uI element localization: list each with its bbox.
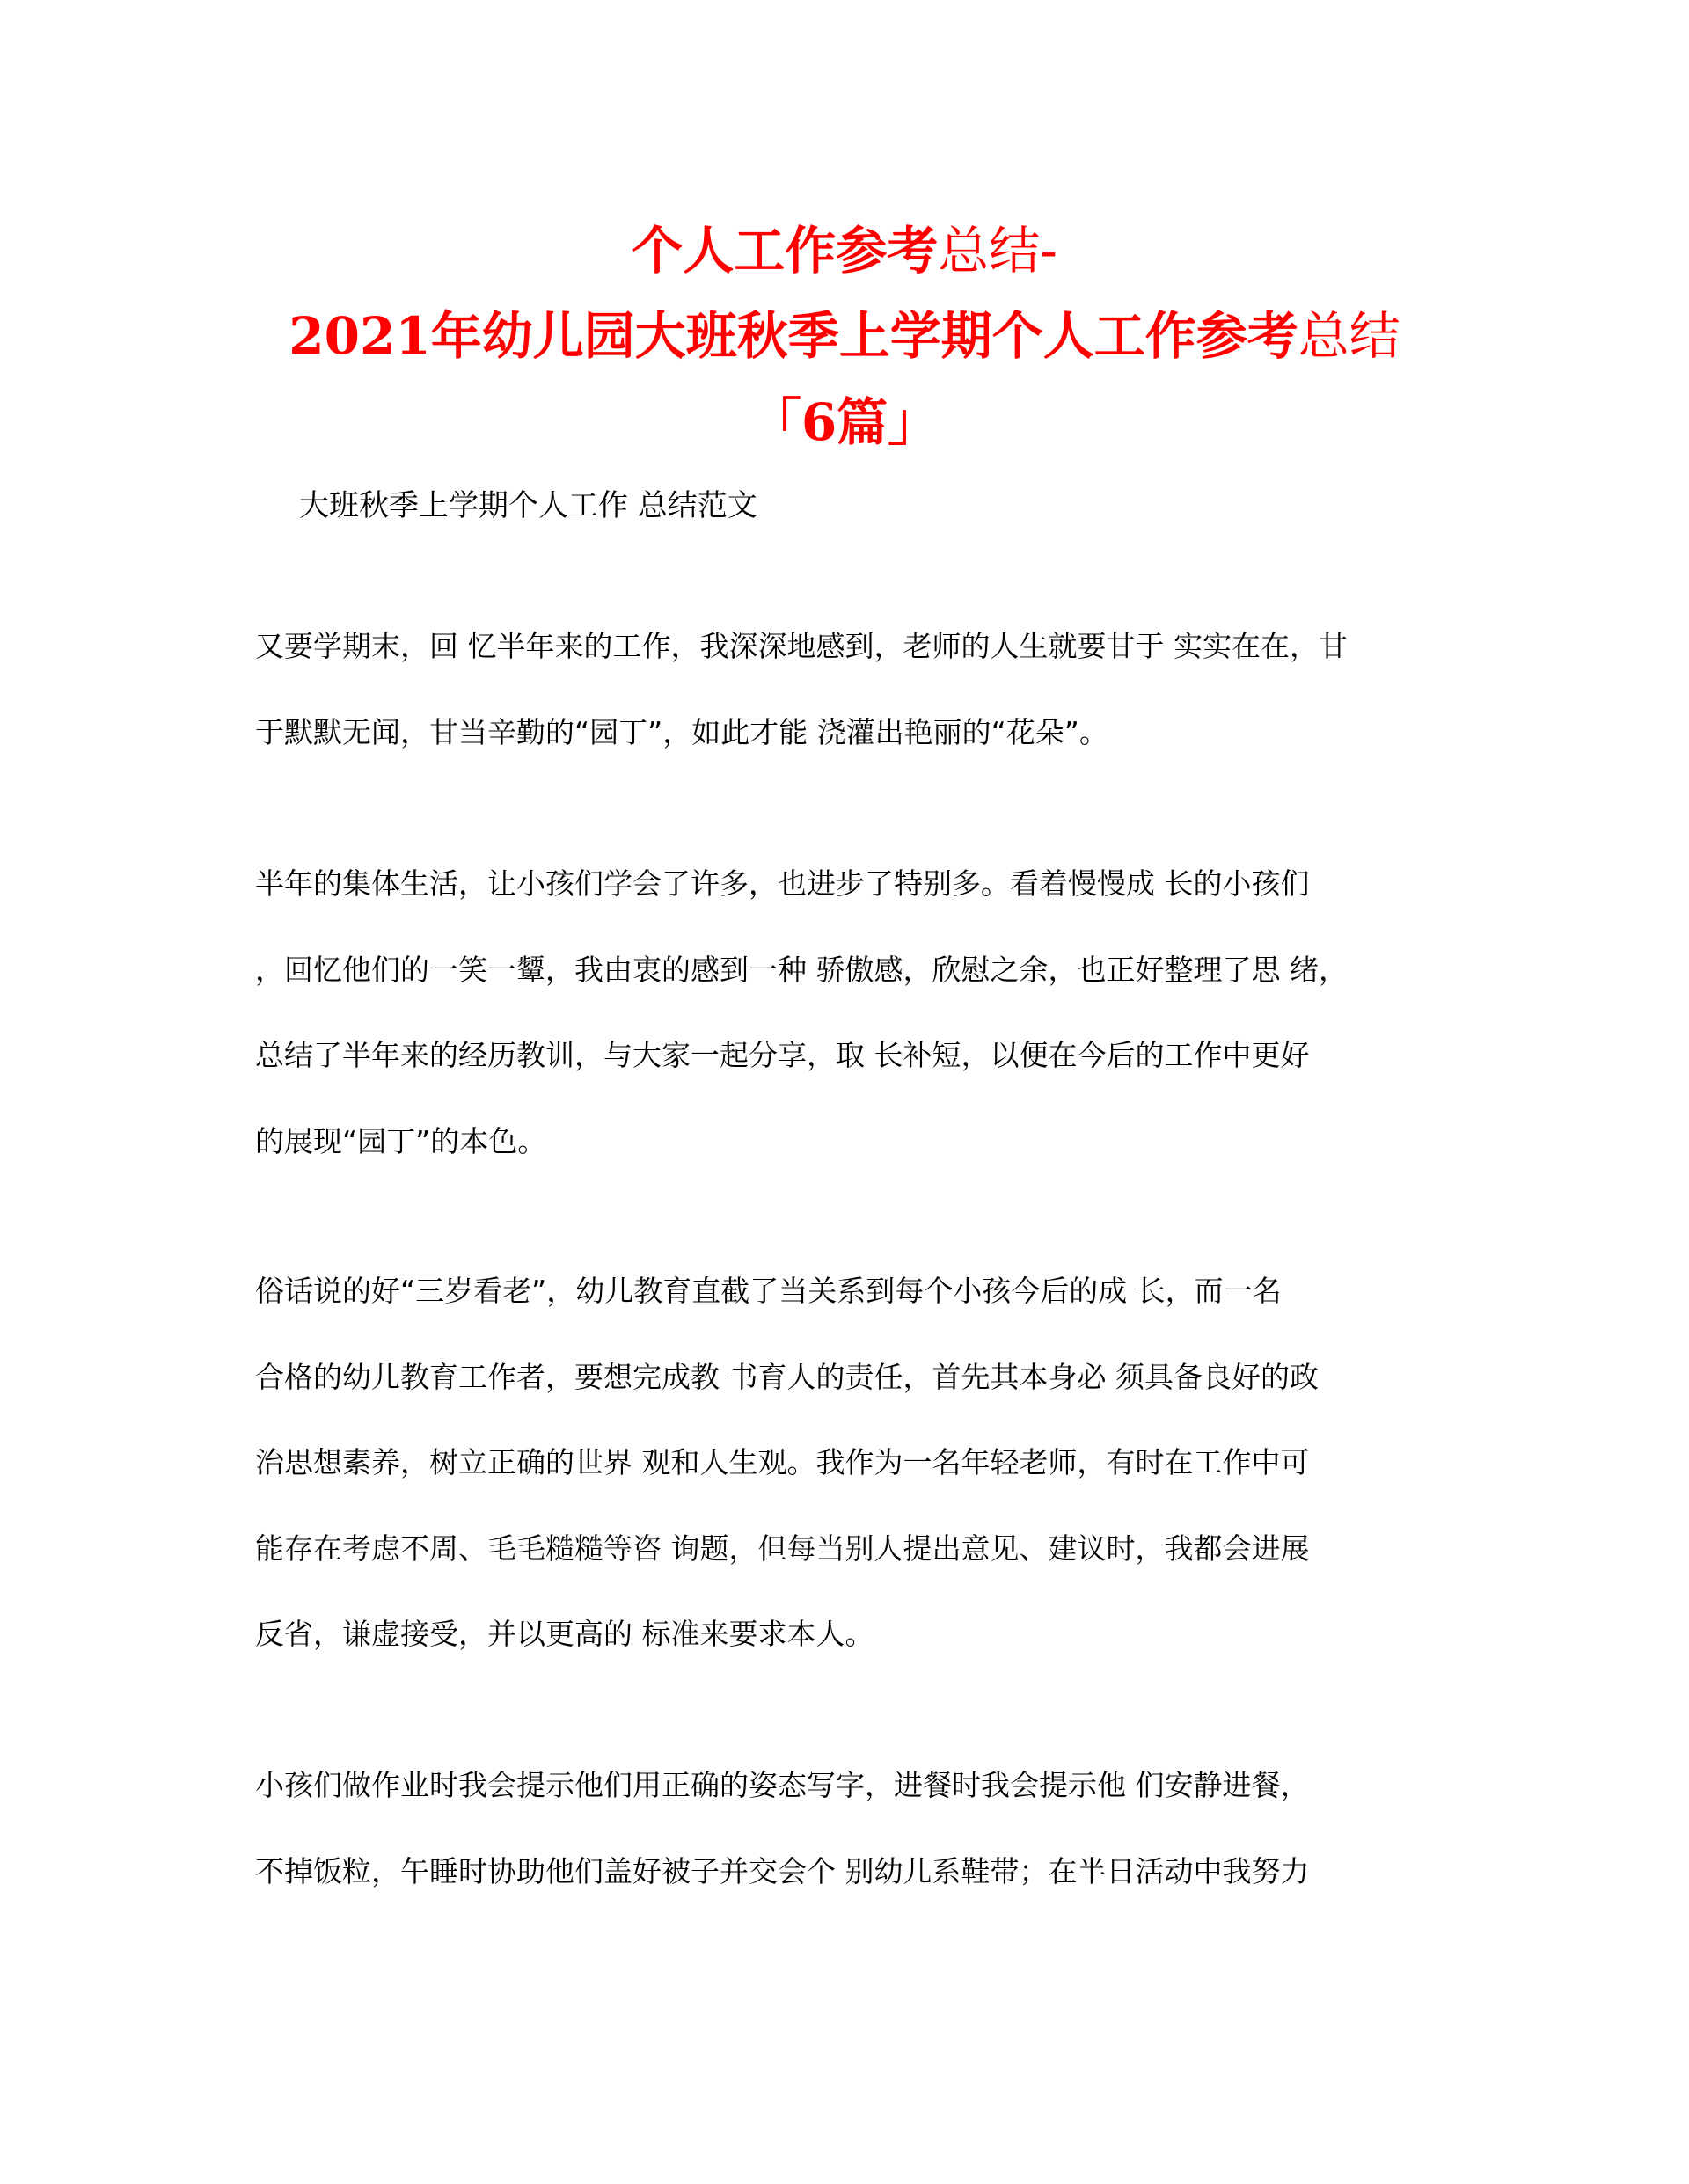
document-title-line-2 bbox=[211, 296, 1478, 376]
title-line-1-bold: 个人工作参考 bbox=[632, 221, 939, 281]
title-line-1-thin: 总结- bbox=[938, 221, 1057, 281]
paragraph-3-line-3: 治思想素养，树立正确的世界 观和人生观。我作为一名年轻老师，有时在工作中可 bbox=[255, 1445, 1310, 1479]
document-title-line-3: 「6篇」 bbox=[749, 392, 940, 452]
document-title-line-1 bbox=[211, 211, 1478, 290]
paragraph-2-line-4: 的展现“园丁”的本色。 bbox=[255, 1124, 547, 1158]
paragraph-3-line-4: 能存在考虑不周、毛毛糙糙等咨 询题，但每当别人提出意见、建议时，我都会进展 bbox=[255, 1531, 1310, 1566]
paragraph-1-line-1: 又要学期末，回 忆半年来的工作，我深深地感到，老师的人生就要甘于 实实在在，甘 bbox=[255, 629, 1348, 663]
paragraph-2-line-3: 总结了半年来的经历教训，与大家一起分享，取 长补短，以便在今后的工作中更好 bbox=[255, 1038, 1310, 1072]
title-line-2-thin: 总结 bbox=[1298, 306, 1400, 366]
paragraph-2-line-2: ，回忆他们的一笑一颦，我由衷的感到一种 骄傲感，欣慰之余，也正好整理了思 绪， bbox=[255, 953, 1348, 987]
document-subtitle: 大班秋季上学期个人工作 总结范文 bbox=[299, 488, 757, 523]
paragraph-4-line-2: 不掉饭粒，午睡时协助他们盖好被子并交会个 别幼儿系鞋带；在半日活动中我努力 bbox=[255, 1854, 1310, 1888]
paragraph-3-line-5: 反省，谦虚接受，并以更高的 标准来要求本人。 bbox=[255, 1617, 874, 1651]
paragraph-4-line-1: 小孩们做作业时我会提示他们用正确的姿态写字，进餐时我会提示他 们安静进餐， bbox=[255, 1768, 1310, 1802]
title-line-2-bold: 2021年幼儿园大班秋季上学期个人工作参考 bbox=[289, 306, 1298, 366]
paragraph-3-line-2: 合格的幼儿教育工作者，要想完成教 书育人的责任，首先其本身必 须具备良好的政 bbox=[255, 1360, 1319, 1394]
paragraph-3-line-1: 俗话说的好“三岁看老”，幼儿教育直截了当关系到每个小孩今后的成 长，而一名 bbox=[255, 1274, 1282, 1308]
paragraph-1-line-2: 于默默无闻，甘当辛勤的“园丁”，如此才能 浇灌出艳丽的“花朵”。 bbox=[255, 715, 1108, 749]
paragraph-2-line-1: 半年的集体生活，让小孩们学会了许多，也进步了特别多。看着慢慢成 长的小孩们 bbox=[255, 866, 1310, 901]
